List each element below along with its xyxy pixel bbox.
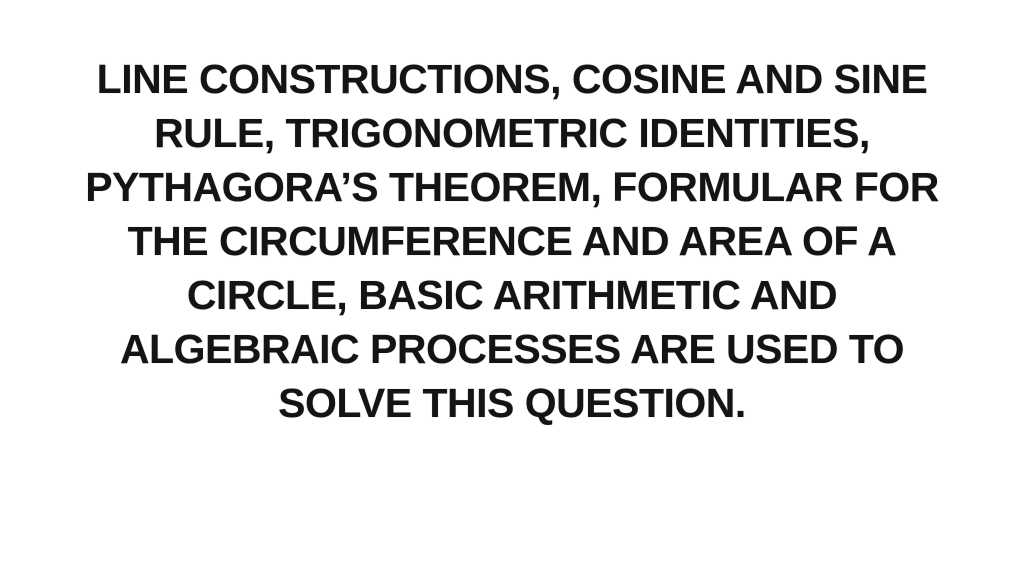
title-line-7: SOLVE THIS QUESTION. bbox=[278, 380, 746, 426]
title-line-5: CIRCLE, BASIC ARITHMETIC AND bbox=[186, 272, 838, 318]
title-line-2: RULE, TRIGONOMETRIC IDENTITIES, bbox=[154, 110, 870, 156]
title-line-1: LINE CONSTRUCTIONS, COSINE AND SINE bbox=[96, 56, 928, 102]
title-line-4: THE CIRCUMFERENCE AND AREA OF A bbox=[127, 218, 897, 264]
slide-title-text bbox=[62, 52, 962, 430]
title-line-6: ALGEBRAIC PROCESSES ARE USED TO bbox=[119, 326, 905, 372]
title-line-3: PYTHAGORA’S THEOREM, FORMULAR FOR bbox=[85, 164, 939, 210]
